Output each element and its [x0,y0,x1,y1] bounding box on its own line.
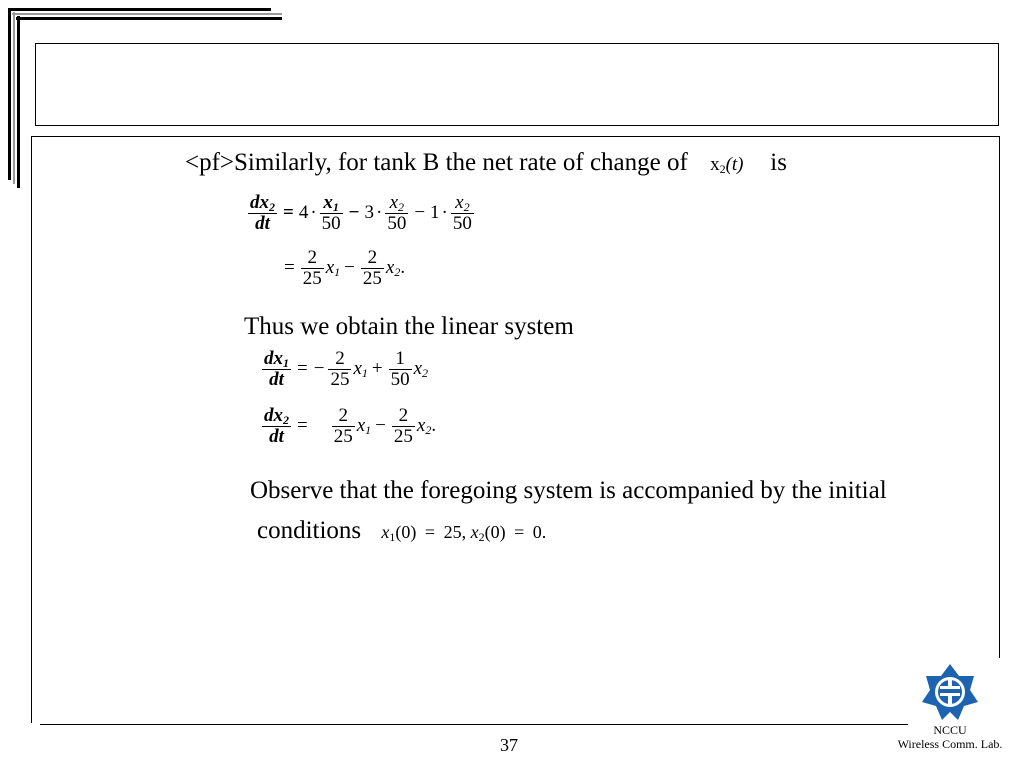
decor-bar-h1 [8,8,271,11]
initial-conditions [381,522,546,542]
eq2-period: . [400,257,406,279]
sys2-frac-b [392,406,415,447]
eq2-frac-b [361,248,384,289]
eq1-minus2: − [414,202,426,224]
sys1-x2-base: x [413,358,423,380]
title-box [35,43,999,126]
eq2-x1-sub: 1 [334,265,341,280]
eq1-f1-num: x [323,192,333,213]
eq1-c2: 3 [364,202,374,224]
lab-name-line1: NCCU [933,723,967,737]
eq2-equals: = [284,257,295,279]
decor-bar-v1 [8,8,11,180]
sys1-x1-sub: 1 [361,366,368,381]
intro-text: <pf>Similarly, for tank B the net rate of change of [185,149,688,176]
eq1-dot3: · [441,202,448,224]
sys2-x1-sub: 1 [365,423,372,438]
sys2-equals: = [297,415,308,437]
footer-divider [40,724,908,725]
sys2-b-den: 25 [393,425,413,447]
sys2-b-num: 2 [392,406,415,427]
conditions-line [257,518,546,543]
sys1-neg: − [313,358,325,380]
decor-bar-v2 [13,12,15,184]
sys2-lhs-sub: 2 [283,413,289,427]
sys1-x1 [353,358,367,380]
nccu-logo-icon [918,662,982,722]
sys1-lhs-sub: 1 [283,356,289,370]
eq2-a-den: 25 [302,267,322,289]
sys2-a-den: 25 [333,425,353,447]
sys1-a-num: 2 [328,349,351,370]
inline-var-sub: 2 [719,162,726,176]
eq1-f3-num: x [455,192,464,213]
ic-x1-base: x [381,522,390,542]
eq1-f3-sub: 2 [463,200,470,214]
sys2-lhs-num: dx [264,405,283,426]
ic-x2-base: x [470,522,479,542]
eq1-frac3 [451,193,474,234]
intro-line [185,150,787,175]
lab-name [880,724,1020,752]
sys1-equals: = [297,358,308,380]
eq2-x2 [386,257,400,279]
eq1-f1-den: 50 [321,212,341,234]
eq1-equals: = [283,202,294,224]
eq1-f2-den: 50 [387,212,407,234]
eq2-x1-base: x [325,257,335,279]
eq2-x2-sub: 2 [394,265,401,280]
sys1-frac-a [328,349,351,390]
sys2-x1 [357,415,371,437]
sys1-x1-base: x [353,358,362,380]
equation-dx2-simplified [280,248,405,289]
ic-x1-sub: 1 [389,530,396,544]
eq2-frac-a [301,248,324,289]
eq2-minus: − [344,257,355,279]
sys1-b-num: 1 [389,349,412,370]
conditions-label: conditions [257,517,362,544]
observe-line: Observe that the foregoing system is accompanied by the initial [250,477,887,504]
sys1-frac-b [389,349,412,390]
eq1-f2-num: x [389,192,399,213]
sys2-frac-a [332,406,355,447]
sys1-lhs-num: dx [264,348,283,369]
eq1-lhs [248,193,277,234]
decor-bar-h3 [16,17,282,20]
inline-variable [710,154,748,175]
sys1-lhs [262,349,291,390]
sys2-x1-base: x [356,415,366,437]
eq2-a-num: 2 [301,248,324,269]
sys1-a-den: 25 [330,368,350,390]
eq1-dot1: · [310,202,317,224]
sys1-x2 [414,358,428,380]
eq1-dot2: · [375,202,383,224]
eq1-frac2 [385,193,408,234]
page-number: 37 [500,735,518,755]
ic-x1-arg: (0) [395,522,417,542]
inline-var-base: x [710,154,720,175]
eq1-f3-den: 50 [452,212,472,234]
eq2-b-num: 2 [361,248,384,269]
eq2-x1 [326,257,340,279]
equation-dx2 [246,193,476,234]
eq1-lhs-num: dx [250,192,269,213]
content-border-ext [31,657,32,723]
sys2-lhs [262,406,291,447]
decor-bar-h2 [12,13,282,15]
eq1-minus1: − [348,202,360,224]
sys1-b-den: 50 [390,368,410,390]
eq1-lhs-den: dt [255,212,270,234]
eq2-x2-base: x [385,257,395,279]
ic-eq2: = [514,522,525,542]
ic-v2: 0. [532,522,547,542]
ic-eq1: = [424,522,436,542]
sys2-x2 [417,415,431,437]
eq1-c3: 1 [430,202,440,224]
decor-bar-v3 [17,16,20,188]
eq1-lhs-sub: 2 [269,200,275,214]
system-equation-1 [260,349,428,390]
eq1-frac1 [320,193,343,234]
sys2-x2-sub: 2 [425,423,432,438]
lab-name-line2: Wireless Comm. Lab. [897,736,1003,751]
eq2-b-den: 25 [362,267,382,289]
sys1-lhs-den: dt [269,368,284,390]
sys2-minus: − [375,415,386,437]
content-box [31,136,1000,658]
inline-var-arg: (t) [725,154,744,175]
sys1-x2-sub: 2 [422,366,429,381]
sys2-lhs-den: dt [269,425,284,447]
sys2-period: . [431,415,437,437]
ic-v1: 25, [443,522,467,542]
system-equation-2 [260,406,436,447]
intro-end: is [770,149,787,176]
sys2-a-num: 2 [332,406,355,427]
eq1-f2-sub: 2 [398,200,405,214]
sys2-x2-base: x [416,415,426,437]
eq1-f1-sub: 1 [332,200,339,214]
thus-line: Thus we obtain the linear system [244,313,574,340]
ic-x2-sub: 2 [478,530,485,544]
sys1-plus: + [371,358,383,380]
eq1-c1: 4 [298,202,309,224]
ic-x2-arg: (0) [484,522,506,542]
